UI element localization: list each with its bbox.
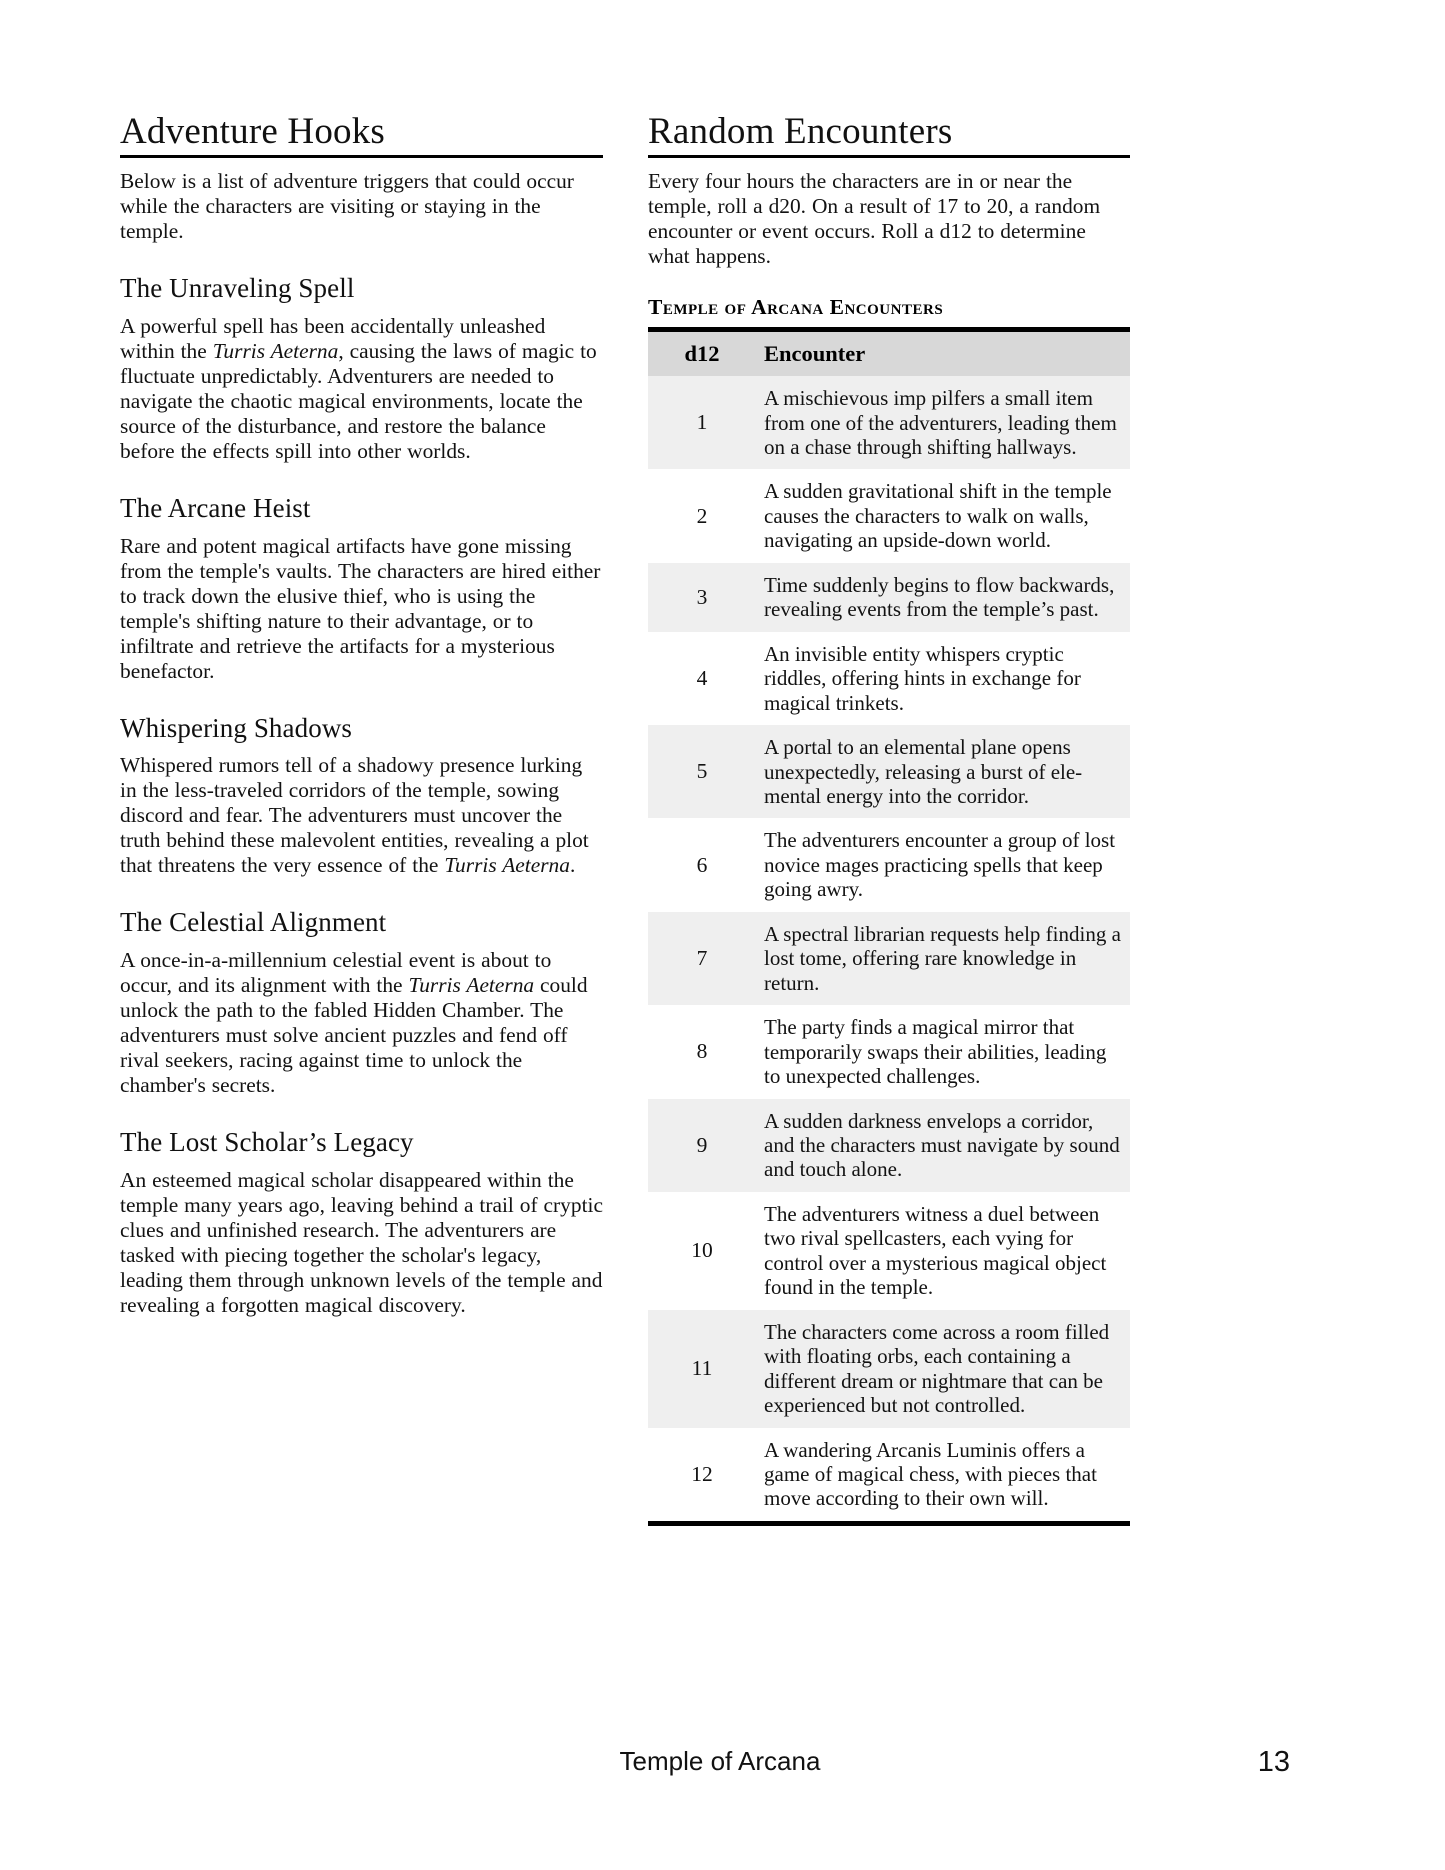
left-column [120,112,603,1526]
hook-title-unraveling-spell: The Unraveling Spell [120,273,355,304]
page-footer [120,1746,1320,1786]
encounters-table-head [648,330,1130,376]
hook-body-celestial-alignment [120,948,603,1098]
table-row [648,1310,1130,1428]
table-row [648,563,1130,632]
cell-roll: 10 [691,1238,713,1263]
italic-term-turris-aeterna: Turris Aeterna [212,338,339,363]
hook-title-lost-scholars-legacy: The Lost Scholar’s Legacy [120,1126,414,1157]
section-title-rule [120,155,603,158]
italic-term-turris-aeterna: Turris Aeterna [408,972,535,997]
hook-body-text-part: An esteemed magical scholar disappeared within the temple many years ago, leaving behind a trail of cryptic clues and unfinished research. The adventurers are tasked with piecing together the scholar's legacy, leading them through unknown levels of the temple and revealing a forgotten magical discovery. [120,1167,603,1317]
hook-body-text-part: , causing the laws of magic to fluctuate unpredictably. Adventurers are needed to navigate the chaotic magical environments, locate the source of the disturbance, and restore the balance before the effects spill into other worlds. [120,338,597,463]
hook-body-lost-scholars-legacy [120,1168,603,1318]
cell-encounter: A sudden darkness envelops a corridor, and the characters must navigate by sound and touch alone. [756,1099,1130,1192]
cell-encounter: A portal to an elemental plane opens unexpectedly, releasing a burst of ele-mental energy into the corridor. [756,725,1130,818]
cell-roll: 6 [696,852,708,877]
cell-encounter: A sudden gravitational shift in the temple causes the characters to walk on walls, navigating an upside-down world. [764,479,1112,553]
table-row [648,818,1130,911]
hook-title-celestial-alignment: The Celestial Alignment [120,907,387,938]
cell-roll: 7 [648,912,756,1005]
two-column-body [120,112,1330,1526]
italic-term-turris-aeterna: Turris Aeterna [444,853,570,878]
cell-roll: 12 [691,1461,713,1486]
footer-page-number: 13 [1257,1746,1290,1778]
cell-encounter: A mischievous imp pilfers a small item from one of the adventurers, leading them on a chase through shifting hallways. [756,376,1130,469]
hook-body-text-part: A once-in-a-millennium celestial event is about to occur, and its alignment with the [120,947,552,997]
table-row [648,376,1130,469]
encounters-table-body [648,376,1130,1523]
table-row [648,725,1130,818]
cell-roll: 2 [696,503,708,528]
cell-roll: 3 [648,563,756,632]
table-row [648,469,1130,562]
table-row [648,1192,1130,1310]
table-row [648,1005,1130,1098]
cell-encounter: The adventurers witness a duel between two rival spellcasters, each vying for control over a mysterious magical object found in the temple. [764,1201,1107,1300]
encounters-table [648,327,1130,1526]
right-column [648,112,1130,1526]
table-row [648,1099,1130,1192]
hook-body-text-part: . [569,853,576,878]
hook-title-arcane-heist: The Arcane Heist [120,492,311,523]
random-encounters-intro: Every four hours the characters are in or near the temple, roll a d20. On a result of 17 to 20, a random encounter or event occurs. Roll a d12 to determine what happens. [648,169,1101,269]
column-header-encounter: Encounter [756,330,1130,376]
cell-roll: 4 [696,665,708,690]
section-title-rule [648,155,1130,158]
cell-encounter: The characters come across a room filled with floating orbs, each containing a different dream or nightmare that can be experienced but not controlled. [756,1310,1130,1428]
adventure-hooks-intro: Below is a list of adventure triggers that could occur while the characters are visiting or staying in the temple. [120,169,574,244]
footer-book-title: Temple of Arcana [619,1746,821,1776]
cell-roll: 9 [648,1099,756,1192]
hook-body-arcane-heist [120,534,603,684]
table-header-row [648,330,1130,376]
table-row [648,1428,1130,1524]
page-title-random-encounters: Random Encounters [648,111,953,152]
table-row [648,632,1130,725]
hook-body-text-part: Whispered rumors tell of a shadowy presence lurking in the less-traveled corridors of the temple, sowing discord and fear. The adventurers must uncover the truth behind these malevolent entities, revealing a plot that threatens the very essence of the [120,753,589,878]
cell-encounter: An invisible entity whispers cryptic riddles, offering hints in exchange for magical trinkets. [764,641,1081,715]
cell-encounter: Time suddenly begins to flow backwards, revealing events from the temple’s past. [756,563,1130,632]
cell-roll: 8 [696,1039,708,1064]
cell-encounter: A spectral librarian requests help finding a lost tome, offering rare knowledge in return. [756,912,1130,1005]
cell-roll: 11 [648,1310,756,1428]
cell-roll: 1 [648,376,756,469]
encounters-table-caption: Temple of Arcana Encounters [648,295,944,320]
hook-body-text-part: could unlock the path to the fabled Hidden Chamber. The adventurers must solve ancient puzzles and fend off rival seekers, racing against time to unlock the chamber's secrets. [120,972,588,1097]
cell-encounter: The adventurers encounter a group of lost novice mages practicing spells that keep going awry. [764,828,1116,902]
table-row [648,912,1130,1005]
hook-body-text-part: Rare and potent magical artifacts have gone missing from the temple's vaults. The characters are hired either to track down the elusive thief, who is using the temple's shifting nature to their advantage, or to infiltrate and retrieve the artifacts for a mysterious benefactor. [120,533,601,683]
cell-roll: 5 [648,725,756,818]
column-header-d12: d12 [648,330,756,376]
page-title-adventure-hooks: Adventure Hooks [120,111,386,152]
hook-body-whispering-shadows [120,753,603,878]
hook-title-whispering-shadows: Whispering Shadows [120,712,353,743]
cell-encounter: The party finds a magical mirror that temporarily swaps their abilities, leading to unexpected challenges. [764,1015,1107,1089]
hook-body-text-part: A powerful spell has been accidentally unleashed within the [120,313,546,363]
cell-encounter: A wandering Arcanis Luminis offers a game of magical chess, with pieces that move according to their own will. [764,1437,1097,1511]
hook-body-unraveling-spell [120,314,603,464]
